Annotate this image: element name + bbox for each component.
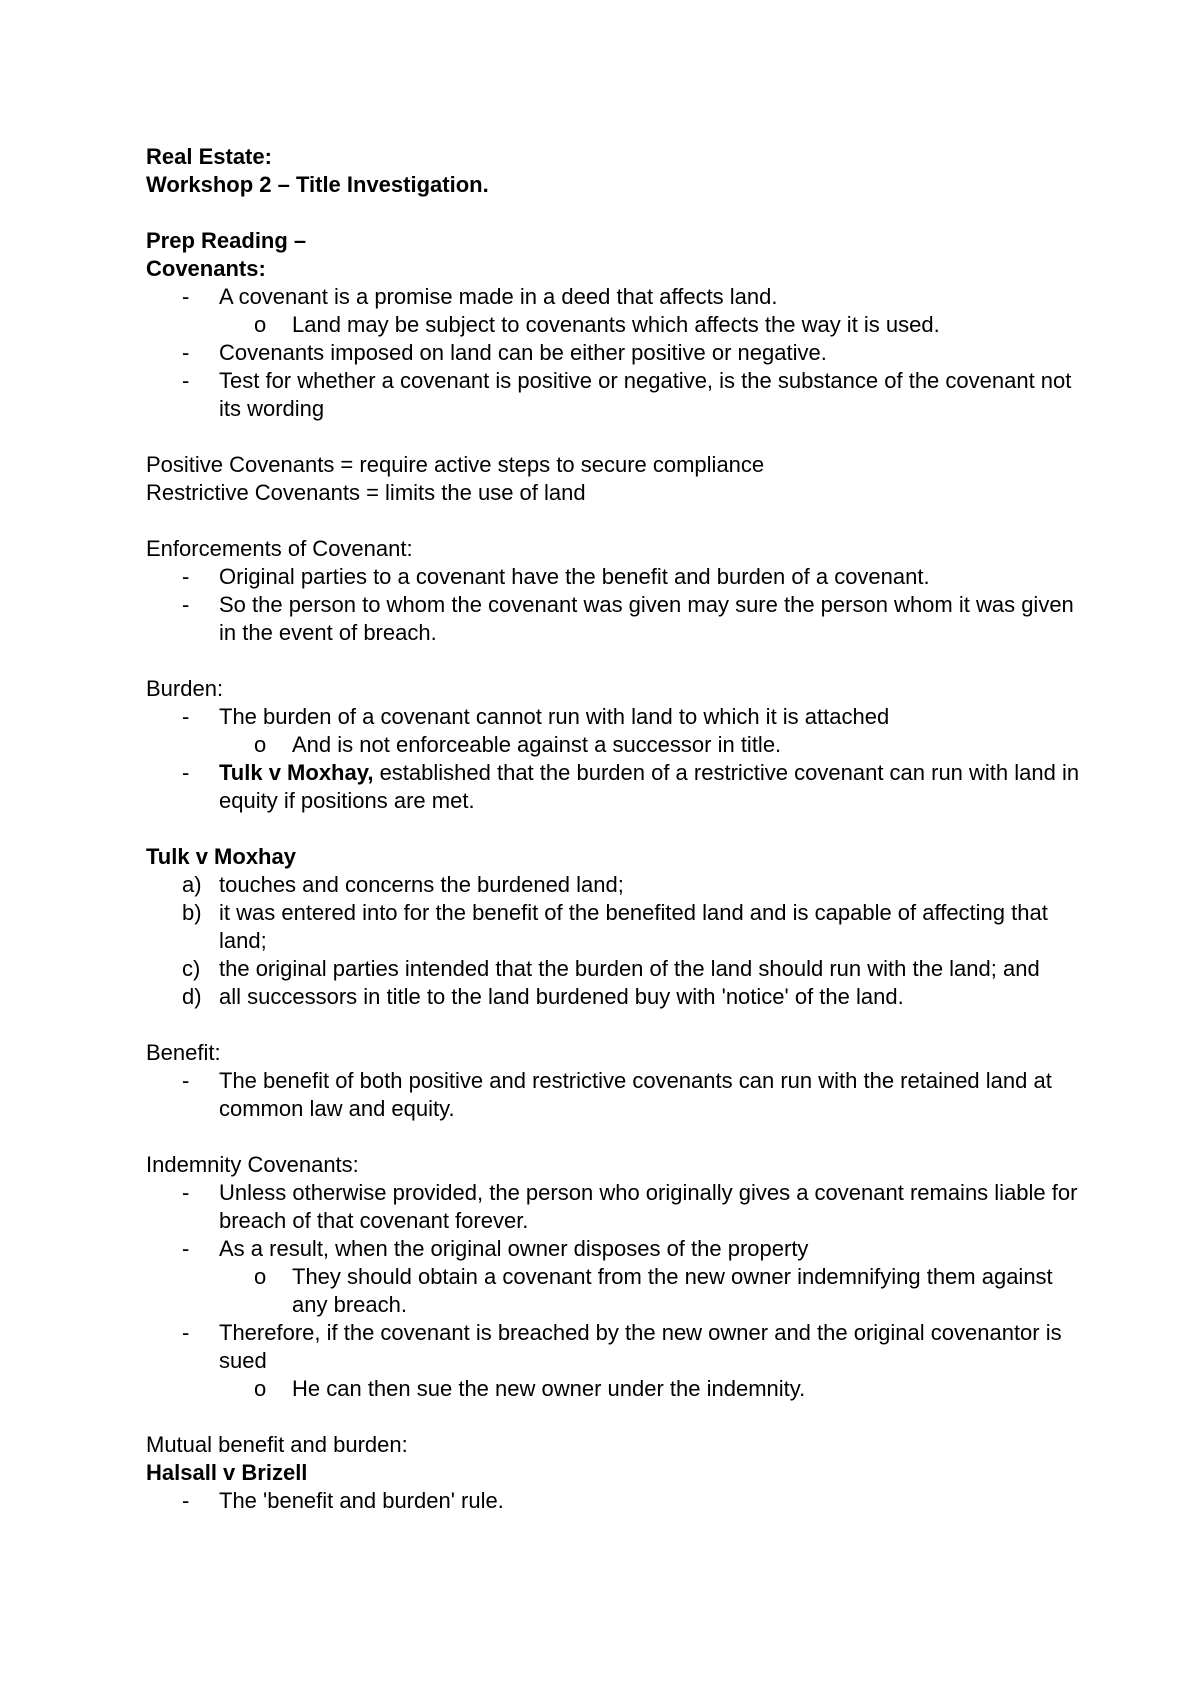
document-subtitle: Workshop 2 – Title Investigation. bbox=[146, 172, 489, 197]
indemnity-heading: Indemnity Covenants: bbox=[146, 1152, 359, 1177]
positive-definition: Positive Covenants = require active steps to secure compliance bbox=[146, 452, 765, 477]
sub-list-item: o And is not enforceable against a successor in title. bbox=[254, 732, 782, 757]
list-item: - Test for whether a covenant is positive or negative, is the substance of the covenant not its wording bbox=[182, 368, 1072, 421]
list-item: - Covenants imposed on land can be either positive or negative. bbox=[182, 340, 827, 365]
list-item: - The 'benefit and burden' rule. bbox=[182, 1488, 504, 1513]
document-body bbox=[146, 143, 1086, 1515]
covenants-heading: Covenants: bbox=[146, 256, 266, 281]
list-item: - Tulk v Moxhay, established that the burden of a restrictive covenant can run with land in equity if positions are met. bbox=[182, 760, 1080, 813]
benefit-heading: Benefit: bbox=[146, 1040, 221, 1065]
list-item: b) it was entered into for the benefit of the benefited land and is capable of affecting that land; bbox=[182, 900, 1048, 953]
mutual-heading: Mutual benefit and burden: bbox=[146, 1432, 408, 1457]
list-item: c) the original parties intended that the burden of the land should run with the land; and bbox=[182, 956, 1040, 981]
list-item: - The benefit of both positive and restrictive covenants can run with the retained land at common law and equity. bbox=[182, 1068, 1052, 1121]
prep-heading: Prep Reading – bbox=[146, 228, 307, 253]
sub-list-item: o He can then sue the new owner under the indemnity. bbox=[254, 1376, 806, 1401]
halsall-heading: Halsall v Brizell bbox=[146, 1460, 308, 1485]
list-item: a) touches and concerns the burdened land; bbox=[182, 872, 624, 897]
list-item: - Original parties to a covenant have the benefit and burden of a covenant. bbox=[182, 564, 930, 589]
enforcement-heading: Enforcements of Covenant: bbox=[146, 536, 413, 561]
list-item: - As a result, when the original owner disposes of the property bbox=[182, 1236, 809, 1261]
list-item: - Unless otherwise provided, the person who originally gives a covenant remains liable for breach of that covenant forever. bbox=[182, 1180, 1078, 1233]
list-item: - A covenant is a promise made in a deed that affects land. bbox=[182, 284, 778, 309]
restrictive-definition: Restrictive Covenants = limits the use of land bbox=[146, 480, 586, 505]
list-item: - Therefore, if the covenant is breached by the new owner and the original covenantor is sued bbox=[182, 1320, 1062, 1373]
burden-heading: Burden: bbox=[146, 676, 224, 701]
document-title: Real Estate: bbox=[146, 144, 272, 169]
tulk-heading: Tulk v Moxhay bbox=[146, 844, 296, 869]
list-item: - The burden of a covenant cannot run with land to which it is attached bbox=[182, 704, 890, 729]
case-name: Tulk v Moxhay, bbox=[219, 760, 374, 785]
sub-list-item: o Land may be subject to covenants which affects the way it is used. bbox=[254, 312, 940, 337]
list-item: d) all successors in title to the land burdened buy with 'notice' of the land. bbox=[182, 984, 904, 1009]
list-item: - So the person to whom the covenant was given may sure the person whom it was given in the event of breach. bbox=[182, 592, 1074, 645]
sub-list-item: o They should obtain a covenant from the new owner indemnifying them against any breach. bbox=[254, 1264, 1053, 1317]
